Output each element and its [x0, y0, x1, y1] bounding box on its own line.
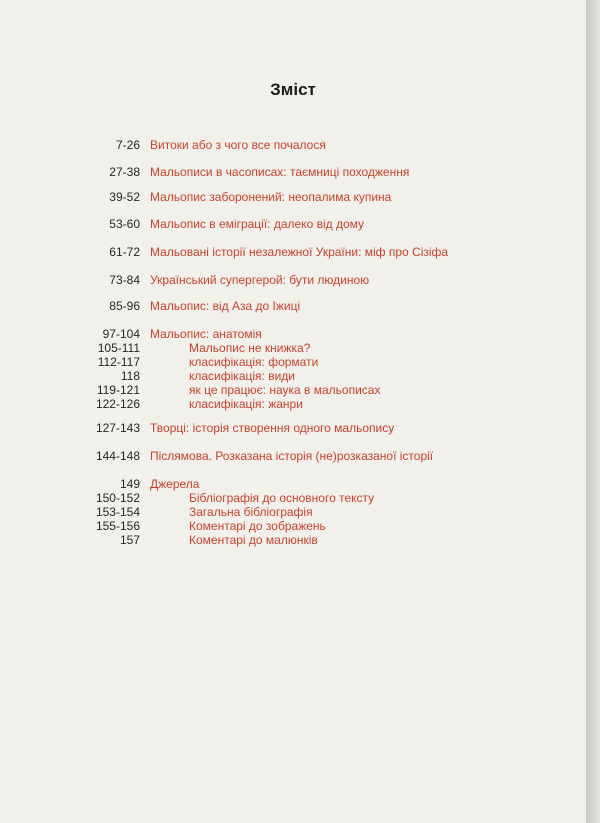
toc-entry-title: Український супергерой: бути людиною	[150, 273, 370, 287]
toc-page-range: 85-96	[109, 299, 140, 313]
toc-page-range: 73-84	[109, 273, 140, 287]
toc-entry-title: Післямова. Розказана історія (не)розказаної історії	[150, 449, 434, 463]
toc-entry	[0, 396, 586, 412]
toc-page-range: 150-152	[95, 491, 140, 505]
toc-page-range: 118	[120, 369, 140, 383]
toc-page-range: 39-52	[109, 190, 140, 204]
toc-page-range: 127-143	[95, 421, 140, 435]
toc-page-range: 97-104	[102, 327, 140, 341]
toc-entry-title: Творці: історія створення одного мальопису	[150, 421, 395, 435]
toc-subentry-title: Коментарі до малюнків	[189, 533, 318, 547]
toc-entry-title: Мальовані історії незалежної України: міф про Сізіфа	[150, 245, 449, 259]
toc-entry	[0, 448, 586, 464]
toc-subentry-title: Коментарі до зображень	[189, 519, 326, 533]
toc-entry	[0, 216, 586, 232]
toc-entry	[0, 164, 586, 180]
toc-entry-title: Витоки або з чого все почалося	[150, 138, 326, 152]
toc-subentry-title: Мальопис не книжка?	[189, 341, 311, 355]
toc-entry	[0, 137, 586, 153]
toc-page-range: 157	[119, 533, 140, 547]
toc-page-range: 27-38	[109, 165, 140, 179]
toc-entry-title: Мальопис заборонений: неопалима купина	[150, 190, 392, 204]
toc-page-range: 119-121	[96, 383, 140, 397]
toc-page-range: 7-26	[115, 138, 140, 152]
toc-page-range: 153-154	[95, 505, 140, 519]
page-edge	[586, 0, 600, 823]
toc-subentry-title: класифікація: жанри	[189, 397, 303, 411]
toc-subentry-title: як це працює: наука в мальописах	[189, 383, 381, 397]
toc-subentry-title: Бібліографія до основного тексту	[189, 491, 375, 505]
toc-entry	[0, 532, 586, 548]
toc-page-range: 155-156	[95, 519, 140, 533]
toc-subentry-title: Загальна бібліографія	[189, 505, 313, 519]
toc-page-range: 122-126	[95, 397, 140, 411]
toc-entry-title: Мальописи в часописах: таємниці походження	[150, 165, 410, 179]
toc-entry-title: Мальопис: від Аза до Іжиці	[150, 299, 301, 313]
toc-page-range: 53-60	[109, 217, 140, 231]
toc-page-range: 105-111	[97, 341, 140, 355]
toc-page-range: 144-148	[95, 449, 140, 463]
toc-entry	[0, 189, 586, 205]
toc-page-range: 149	[119, 477, 140, 491]
toc-entry-title: Мальопис в еміграції: далеко від дому	[150, 217, 365, 231]
toc-entry	[0, 272, 586, 288]
toc-entry	[0, 420, 586, 436]
toc-entry	[0, 244, 586, 260]
page-title: Зміст	[270, 80, 316, 99]
toc-entry-title: Джерела	[150, 477, 200, 491]
toc-entry	[0, 298, 586, 314]
toc-entry-title: Мальопис: анатомія	[150, 327, 262, 341]
toc-page-range: 61-72	[109, 245, 140, 259]
toc-subentry-title: класифікація: формати	[189, 355, 319, 369]
toc-page-range: 112-117	[97, 355, 140, 369]
toc-subentry-title: класифікація: види	[189, 369, 295, 383]
